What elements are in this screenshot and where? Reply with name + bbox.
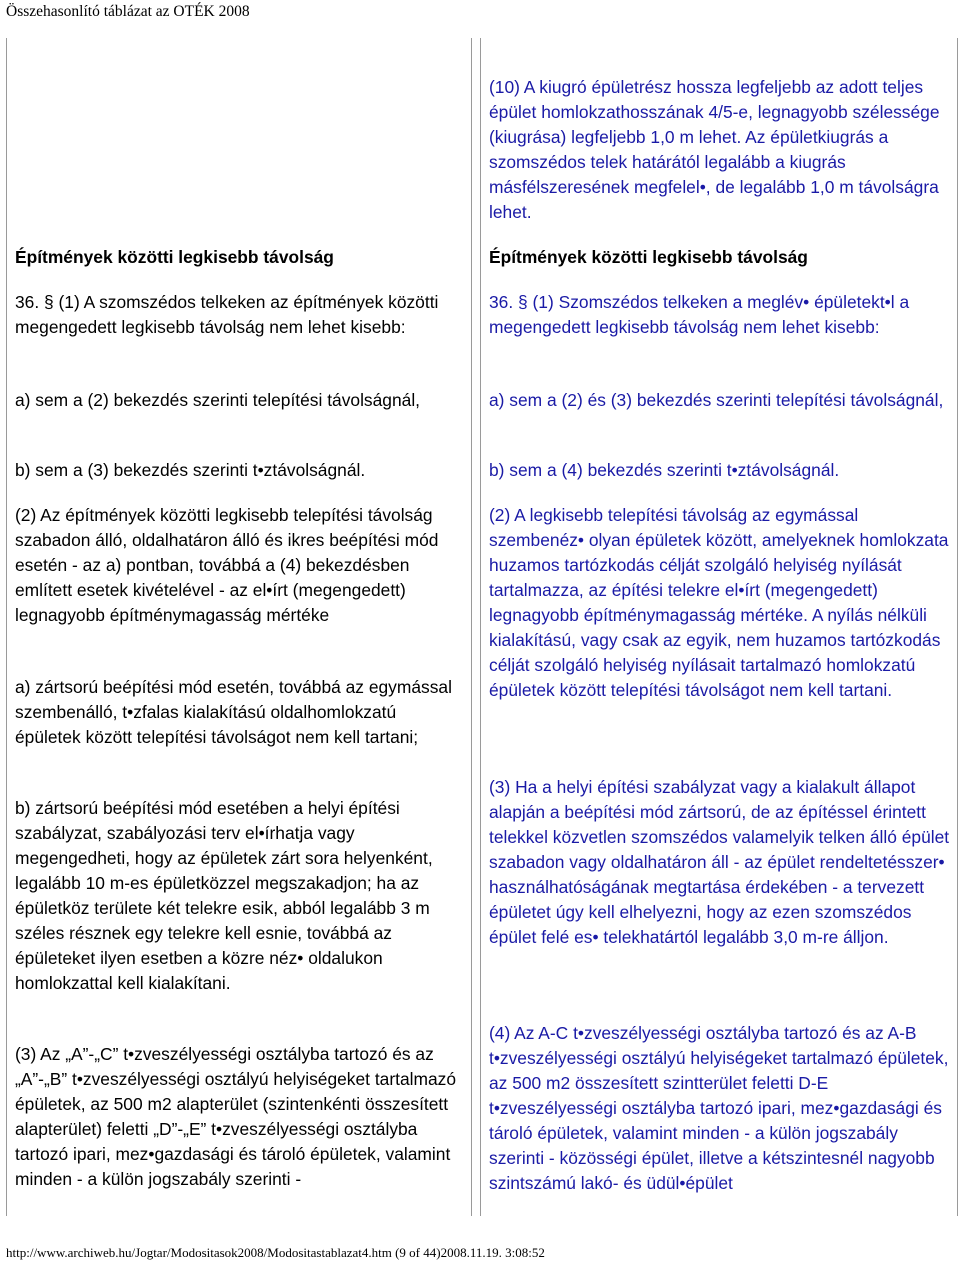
page-header-title: Összehasonlító táblázat az OTÉK 2008 [6,3,250,20]
right-paragraph-36-4: (4) Az A-C t•zveszélyességi osztályba tartozó és az A-B t•zveszélyességi osztályú helyiségeket tartalmazó épületek, az 500 m2 összesített szintterület feletti D-E t•zveszélyességi osztályba tartozó ipari, mez•gazdasági és tároló épületek, valamint minden - a külön jogszabály szerinti - közösségi épület, illetve a kétszintesnél nagyobb szintszámú lakó- és üdül•épület [489,1023,949,1194]
comparison-table [6,38,958,1216]
left-paragraph-36-2-b: b) zártsorú beépítési mód esetében a helyi építési szabályzat, szabályozási terv el•írhatja vagy megengedheti, hogy az épületek zárt sora helyenként, legalább 10 m-es épületközzel megszakadjon; ha az épületköz területe két telekre esik, abból legalább 3 m széles résznek egy telekre kell esnie, továbbá az épületeket ilyen esetben a közre néz• oldalukon homlokzattal kell kialakítani. [15,798,433,994]
right-paragraph-36-3: (3) Ha a helyi építési szabályzat vagy a kialakult állapot alapján a beépítési mód zártsorú, de az építéssel érintett telekkel közvetlen szomszédos valamelyik telken álló épület szabadon vagy oldalhatáron áll - az épület rendeltetésszer• használhatóságának megtartása érdekében - a tervezett épületet úgy kell elhelyezni, hogy az ezen szomszédos épület felé es• telekhatártól legalább 3,0 m-re álljon. [489,777,950,948]
left-paragraph-36-3: (3) Az „A”-„C” t•zveszélyességi osztályba tartozó és az „A”-„B” t•zveszélyességi osztályú helyiségeket tartalmazó épületek, az 500 m2 alapterület (szintenkénti összesített alapterület) feletti „D”-„E” t•zveszélyességi osztályba tartozó ipari, mez•gazdasági és tároló épületek, valamint minden - a külön jogszabály szerinti - [15,1044,457,1190]
right-column-new-text [480,38,958,1216]
right-section-heading: Építmények közötti legkisebb távolság [489,247,808,268]
left-paragraph-36-2-a: a) zártsorú beépítési mód esetén, továbbá az egymással szembenálló, t•zfalas kialakítású oldalhomlokzatú épületek között telepítési távolságot nem kell tartani; [15,677,452,748]
left-paragraph-36-2: (2) Az építmények közötti legkisebb telepítési távolság szabadon álló, oldalhatáron álló és ikres beépítési mód esetén - az a) pontban, továbbá a (4) bekezdésben említett esetek kivételével - az el•írt (megengedett) legnagyobb építménymagasság mértéke [15,505,439,626]
left-paragraph-36-1-b: b) sem a (3) bekezdés szerinti t•ztávolságnál. [15,460,366,481]
right-paragraph-36-1-b: b) sem a (4) bekezdés szerinti t•ztávolságnál. [489,460,840,481]
right-paragraph-36-1-a: a) sem a (2) és (3) bekezdés szerinti telepítési távolságnál, [489,390,944,411]
left-paragraph-36-1-a: a) sem a (2) bekezdés szerinti telepítési távolságnál, [15,390,421,411]
right-paragraph-10: (10) A kiugró épületrész hossza legfeljebb az adott teljes épület homlokzathosszának 4/5-e, legnagyobb szélessége (kiugrása) legfeljebb 1,0 m lehet. Az épületkiugrás a szomszédos telek határától legalább a kiugrás másfélszeresének megfelel•, de legalább 1,0 m távolságra lehet. [489,77,940,223]
left-paragraph-36-1: 36. § (1) A szomszédos telkeken az építmények közötti megengedett legkisebb távolság nem lehet kisebb: [15,292,439,338]
right-paragraph-36-1: 36. § (1) Szomszédos telkeken a meglév• épületekt•l a megengedett legkisebb távolság nem lehet kisebb: [489,292,910,338]
left-column-old-text [6,38,472,1216]
right-paragraph-36-2: (2) A legkisebb telepítési távolság az egymással szembenéz• olyan épületek között, amelyeknek homlokzata huzamos tartózkodás célját szolgáló helyiség nyílását tartalmazza, az építési telekre el•írt (megengedett) legnagyobb építménymagasság mértéke. A nyílás nélküli kialakítású, vagy csak az egyik, nem huzamos tartózkodás célját szolgáló helyiség nyílásait tartalmazó homlokzatú épületek között telepítési távolságot nem kell tartani. [489,505,949,701]
page-footer-url: http://www.archiweb.hu/Jogtar/Modositasok2008/Modositastablazat4.htm (9 of 44)2008.11.19. 3:08:52 [6,1245,545,1260]
left-section-heading: Építmények közötti legkisebb távolság [15,247,334,268]
